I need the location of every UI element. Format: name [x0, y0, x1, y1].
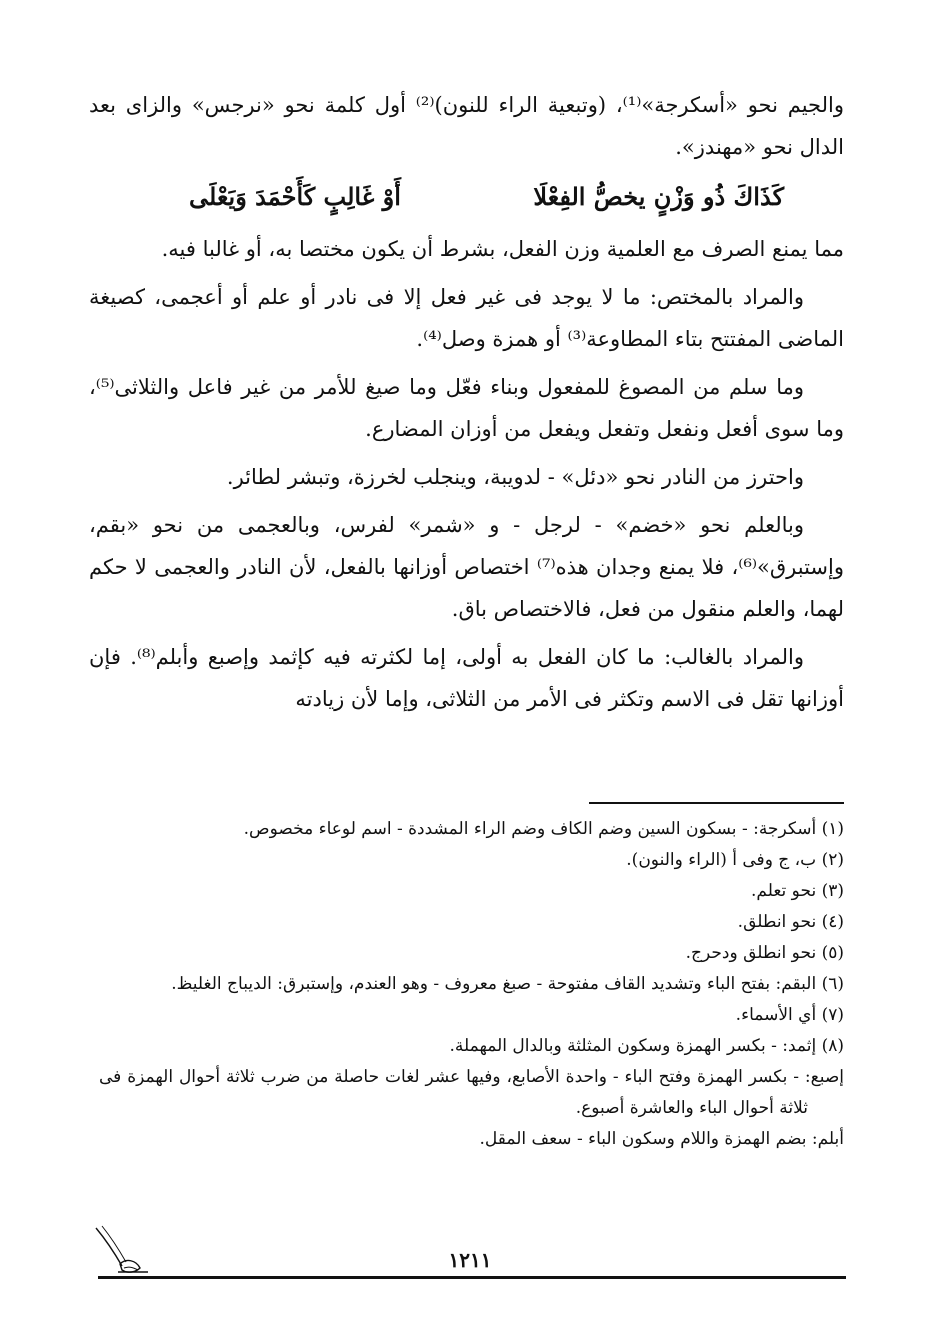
paragraph-6: وبالعلم نحو «خضم» - لرجل - و «شمر» لفرس، وبالعجمى من نحو «بقم، وإستبرق»⁽⁶⁾، فلا يمنع وجدان هذه⁽⁷⁾ اختصاص أوزانها بالفعل، لأن النادر والعجمى لا حكم لهما، والعلم منقول من فعل، فالاختصاص باق.: [89, 513, 844, 621]
footnote-6: (٦) البقم: بفتح الباء وتشديد القاف مفتوحة - صبغ معروف - وهو العندم، وإستبرق: الديباج الغليظ.: [171, 974, 844, 994]
footnote-2: (٢) ب، ج وفى أ (الراء والنون).: [626, 850, 844, 870]
paragraph-4: وما سلم من المصوغ للمفعول وبناء فعّل وما صيغ للأمر من غير فاعل والثلاثى⁽⁵⁾، وما سوى أفعل ونفعل وتفعل ويفعل من أوزان المضارع.: [89, 375, 844, 441]
footnotes: [99, 814, 844, 1155]
poetry-verse: [89, 174, 844, 220]
verse-first-hemistich: كَذَاكَ ذُو وَزْنٍ يخصُّ الفِعْلَا: [533, 182, 784, 211]
footnote-separator: [589, 802, 844, 804]
page-number: ١٢١١: [448, 1248, 492, 1272]
verse-second-hemistich: أَوْ غَالِبٍ كَأَحْمَدَ وَيَعْلَى: [189, 182, 401, 211]
paragraph-3: والمراد بالمختص: ما لا يوجد فى غير فعل إلا فى نادر أو علم أو أعجمى، كصيغة الماضى المفتتح بتاء المطاوعة⁽³⁾ أو همزة وصل⁽⁴⁾.: [89, 285, 844, 351]
footnote-4: (٤) نحو انطلق.: [737, 912, 844, 932]
quill-hand-icon: [92, 1222, 152, 1282]
footnote-1: (١) أسكرجة: - بسكون السين وضم الكاف وضم الراء المشددة - اسم لوعاء مخصوص.: [243, 819, 844, 839]
footer-rule: [98, 1276, 846, 1279]
paragraph-5: واحترز من النادر نحو «دئل» - لدويبة، وينجلب لخرزة، وتبشر لطائر.: [226, 465, 804, 489]
paragraph-7: والمراد بالغالب: ما كان الفعل به أولى، إما لكثرته فيه كإثمد وإصبع وأبلم⁽⁸⁾. فإن أوزانها تقل فى الاسم وتكثر فى الأمر من الثلاثى، وإما لأن زيادته: [89, 645, 844, 711]
footnote-8-continuation-isba: إصبع: - بكسر الهمزة وفتح الباء - واحدة الأصابع، وفيها عشر لغات حاصلة من ضرب ثلاثة أحوال الهمزة فى ثلاثة أحوال الباء والعاشرة أصبوع.: [99, 1067, 844, 1118]
main-text: [89, 84, 844, 726]
footnote-8-continuation-ablam: أبلم: بضم الهمزة واللام وسكون الباء - سعف المقل.: [479, 1129, 844, 1149]
paragraph-1: والجيم نحو «أسكرجة»⁽¹⁾، (وتبعية الراء للنون)⁽²⁾ أول كلمة نحو «نرجس» والزاى بعد الدال نحو «مهندز».: [89, 93, 844, 159]
footnote-3: (٣) نحو تعلم.: [751, 881, 844, 901]
footnote-5: (٥) نحو انطلق ودحرج.: [685, 943, 844, 963]
footnote-8: (٨) إثمد: - بكسر الهمزة وسكون المثلثة وبالدال المهملة.: [449, 1036, 844, 1056]
paragraph-2: مما يمنع الصرف مع العلمية وزن الفعل، بشرط أن يكون مختصا به، أو غالبا فيه.: [161, 237, 844, 261]
footnote-7: (٧) أي الأسماء.: [735, 1005, 844, 1025]
